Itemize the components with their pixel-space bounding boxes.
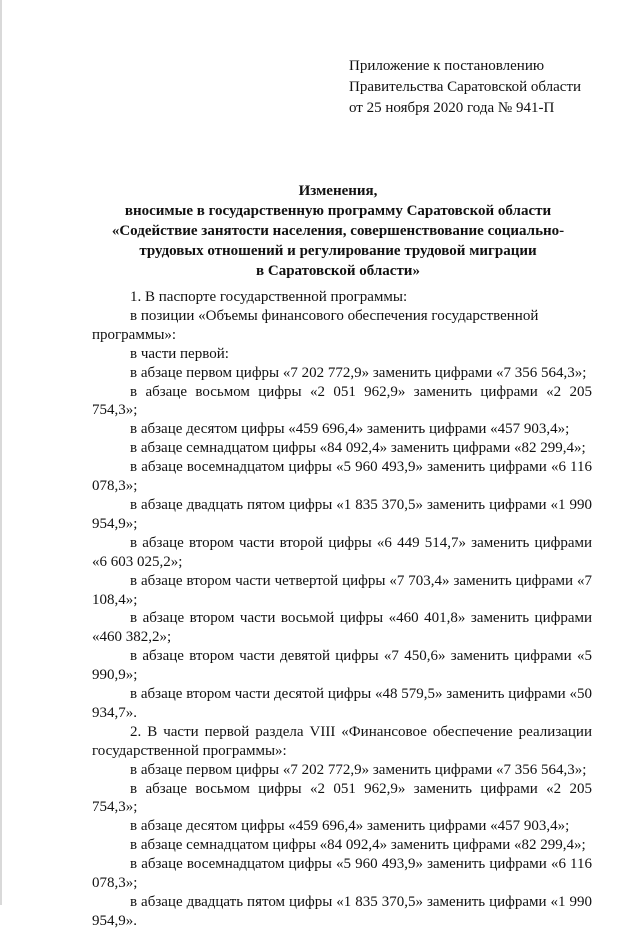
document-body xyxy=(92,288,592,931)
list-item: в абзаце втором части девятой цифры «7 450,6» заменить цифрами «5 990,9»; xyxy=(92,648,592,684)
approval-block xyxy=(349,56,629,119)
title-line: в Саратовской области» xyxy=(256,263,420,279)
list-item: в абзаце десятом цифры «459 696,4» заменить цифрами «457 903,4»; xyxy=(130,421,570,438)
approval-line: от 25 ноября 2020 года № 941-П xyxy=(349,100,555,116)
list-item: в абзаце семнадцатом цифры «84 092,4» заменить цифрами «82 299,4»; xyxy=(130,837,586,854)
list-item: в абзаце втором части второй цифры «6 449 514,7» заменить цифрами «6 603 025,2»; xyxy=(92,534,592,570)
list-item: в абзаце втором части десятой цифры «48 579,5» заменить цифрами «50 934,7». xyxy=(92,686,592,721)
title-line: вносимые в государственную программу Саратовской области xyxy=(124,203,552,219)
title-line: Изменения, xyxy=(298,183,378,199)
list-item: в абзаце десятом цифры «459 696,4» заменить цифрами «457 903,4»; xyxy=(130,818,570,835)
list-item: в абзаце восьмом цифры «2 051 962,9» заменить цифрами «2 205 754,3»; xyxy=(92,780,592,816)
approval-line: Приложение к постановлению xyxy=(349,58,545,74)
list-item: в абзаце семнадцатом цифры «84 092,4» заменить цифрами «82 299,4»; xyxy=(130,440,586,457)
list-item: в абзаце двадцать пятом цифры «1 835 370,5» заменить цифрами «1 990 954,9»; xyxy=(92,496,592,532)
paragraph: в позиции «Объемы финансового обеспечения государственной программы»: xyxy=(92,307,539,343)
list-item: в абзаце восьмом цифры «2 051 962,9» заменить цифрами «2 205 754,3»; xyxy=(92,383,592,419)
title-line: «Содействие занятости населения, совершенствование социально- xyxy=(111,223,565,239)
list-item: в абзаце восемнадцатом цифры «5 960 493,9» заменить цифрами «6 116 078,3»; xyxy=(92,856,592,892)
document-title xyxy=(88,181,588,281)
section-heading: 1. В паспорте государственной программы: xyxy=(130,289,408,305)
section-heading: 2. В части первой раздела VIII «Финансовое обеспечение реализации государственной программы»: xyxy=(92,723,592,759)
list-item: в абзаце двадцать пятом цифры «1 835 370,5» заменить цифрами «1 990 954,9». xyxy=(92,894,592,929)
list-item: в абзаце первом цифры «7 202 772,9» заменить цифрами «7 356 564,3»; xyxy=(130,761,587,778)
approval-line: Правительства Саратовской области xyxy=(349,79,582,95)
list-item: в абзаце восемнадцатом цифры «5 960 493,9» заменить цифрами «6 116 078,3»; xyxy=(92,459,592,495)
paragraph: в части первой: xyxy=(130,345,229,362)
list-item: в абзаце втором части восьмой цифры «460 401,8» заменить цифрами «460 382,2»; xyxy=(92,610,592,646)
list-item: в абзаце втором части четвертой цифры «7 703,4» заменить цифрами «7 108,4»; xyxy=(92,572,592,608)
title-line: трудовых отношений и регулирование трудовой миграции xyxy=(139,243,537,259)
list-item: в абзаце первом цифры «7 202 772,9» заменить цифрами «7 356 564,3»; xyxy=(130,364,587,381)
